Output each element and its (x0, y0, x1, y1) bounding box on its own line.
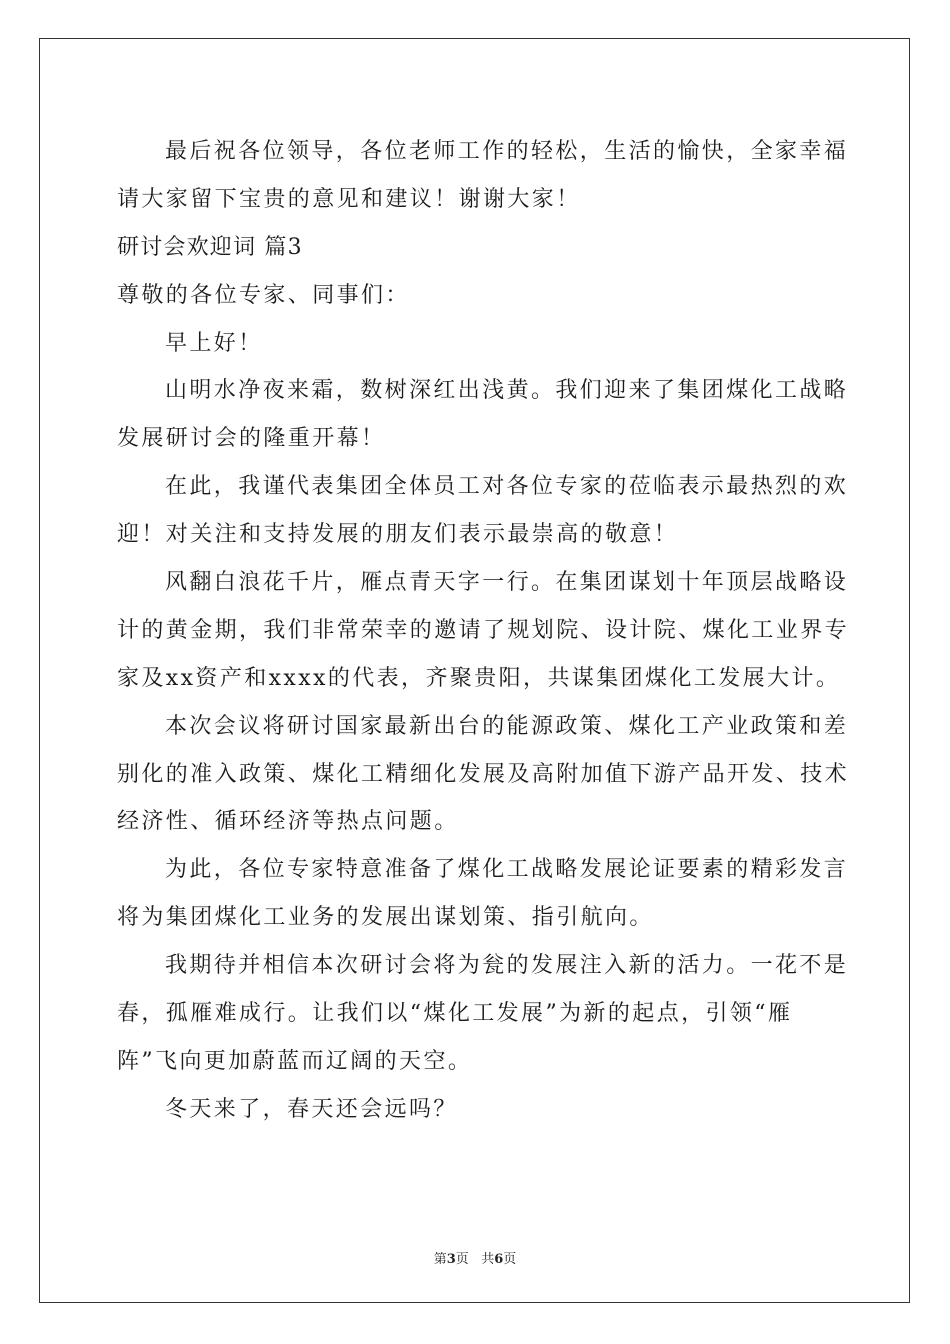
salutation: 尊敬的各位专家、同事们： (117, 282, 410, 308)
paragraph-line: 经济性、循环经济等热点问题。 (117, 809, 459, 835)
footer-prefix: 第 (433, 1252, 447, 1267)
paragraph-line: 最后祝各位领导，各位老师工作的轻松，生活的愉快，全家幸福 (165, 139, 849, 164)
paragraph-line: 请大家留下宝贵的意见和建议！谢谢大家！ (117, 186, 581, 212)
paragraph-line: 家及xx资产和xxxx的代表，齐聚贵阳，共谋集团煤化工发展大计。 (117, 665, 841, 691)
page-footer (0, 1248, 950, 1267)
paragraph-line: 我期待并相信本次研讨会将为瓮的发展注入新的活力。一花不是 (165, 953, 849, 979)
paragraph-line: 迎！对关注和支持发展的朋友们表示最崇高的敬意！ (117, 522, 679, 548)
paragraph-line: 在此，我谨代表集团全体员工对各位专家的莅临表示最热烈的欢 (165, 474, 849, 500)
paragraph-line: 发展研讨会的隆重开幕！ (117, 426, 386, 452)
paragraph-line: 冬天来了，春天还会远吗？ (165, 1096, 458, 1122)
paragraph-line: 阵”飞向更加蔚蓝而辽阔的天空。 (117, 1048, 473, 1074)
paragraph-line: 为此，各位专家特意准备了煤化工战略发展论证要素的精彩发言 (165, 857, 849, 883)
greeting: 早上好！ (165, 330, 263, 356)
paragraph-line: 计的黄金期，我们非常荣幸的邀请了规划院、设计院、煤化工业界专 (117, 617, 850, 643)
paragraph-line: 将为集团煤化工业务的发展出谋划策、指引航向。 (117, 905, 654, 931)
footer-suffix: 页 (503, 1252, 517, 1267)
section-heading: 研讨会欢迎词 篇3 (117, 234, 303, 260)
current-page-number: 3 (446, 1252, 456, 1267)
footer-middle: 页 共 (455, 1252, 495, 1267)
paragraph-line: 春，孤雁难成行。让我们以“煤化工发展”为新的起点，引领“雁 (117, 1001, 793, 1027)
paragraph-line: 风翻白浪花千片，雁点青天字一行。在集团谋划十年顶层战略设 (165, 570, 849, 596)
paragraph-line: 别化的准入政策、煤化工精细化发展及高附加值下游产品开发、技术 (117, 761, 850, 787)
document-body (117, 128, 850, 1134)
total-page-count: 6 (494, 1252, 504, 1267)
paragraph-line: 本次会议将研讨国家最新出台的能源政策、煤化工产业政策和差 (165, 713, 849, 739)
paragraph-line: 山明水净夜来霜，数树深红出浅黄。我们迎来了集团煤化工战略 (165, 378, 849, 404)
